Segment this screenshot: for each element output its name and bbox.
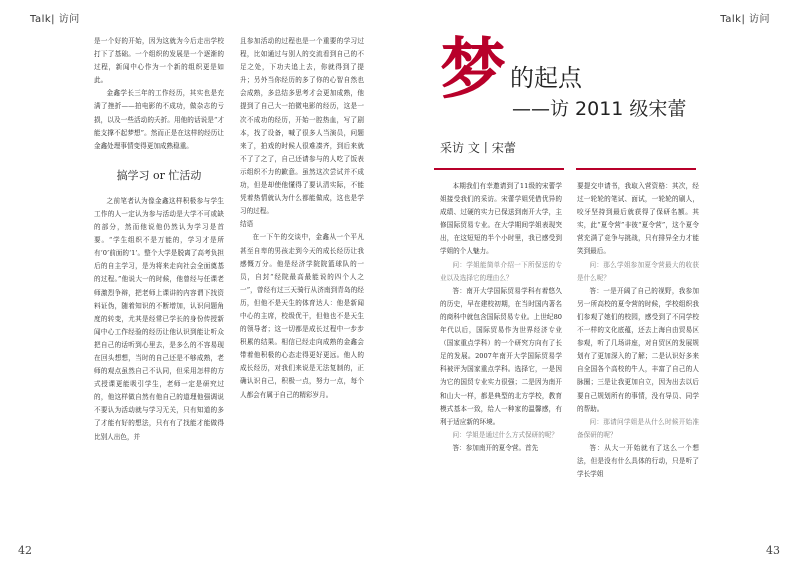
question: 问：学姐是通过什么方式保研的呢？ — [452, 430, 559, 439]
paragraph: 是一个好的开始，因为这就为今后走出学校打下了基础。一个组织的发展是一个逐渐的过程，新闻中心作为一个新的组织更是如此。 — [94, 37, 224, 85]
paragraph: 本期我们有幸邀请到了11级的宋蕾学姐接受我们的采访。宋蕾学姐凭借优异的成绩、过硬的实力已保送到南开大学，主修国际贸易专业。在大学期间学姐表现突出，在这短短的半个小时里，我已感受到学姐的个人魅力。 — [440, 182, 562, 256]
paragraph: 金鑫学长三年的工作经历，其实也是充满了挫折——拍电影的不成功，做杂志的亏损，以及一些活动的夭折。用他的话说是“才能支撑不起梦想”。然而正是在这样的经历让金鑫处理事情变得更加成熟稳重。 — [94, 89, 224, 150]
title-divider-right — [576, 168, 696, 170]
paragraph: 之前笔者认为像金鑫这样积极参与学生工作的人一定认为参与活动是大学不可或缺的部分，然而他说他仍然认为学习是首要。“学生组织不是万能的，学习才是所有‘0’前面的‘1’。整个大学是脱离了高考负担后的自主学习，是为将来走向社会全面奠基的过程。”他说大一的时候，他曾经与任课老师激烈争辩，把老师上课讲的内容谓下找资料证伪，随着知识的不断增加，认识问题角度的转变，尤其是经常已学长的身份传授新闻中心工作经验的经历让他认识到能让听众把自己的话听到心里去，是多么的不容易现在回头想想，当时的自己还是不够成熟，老师的观点虽然自己不认同，但采用怎样的方式授课更能吸引学生，老师一定是研究过的，他这样做自然有他自己的道理他强调说不要认为活动就与学习无关，只有知道的多了才能有好的想法，只有有了找能才能做得比别人出色，并 — [94, 196, 224, 441]
section-header-right: Talk| 访问 — [720, 14, 770, 25]
article-title: 的起点 — [510, 64, 582, 92]
section-subheading: 搞学习 or 忙活动 — [116, 168, 202, 182]
paragraph: 要提交申请书，我取入营资格：其次，经过一轮轮的笔试、面试，一轮轮的刷人，咬牙坚持到最后就获得了保研名额。其实，此“夏令营”非彼“夏令营”，这个夏令营充满了竞争与挑战，只有排异全力才能笑到最后。 — [577, 182, 699, 256]
answer: 答：参加南开的夏令营。首先 — [452, 443, 539, 452]
page-number-right: 43 — [766, 544, 780, 557]
article-subtitle: ——访 2011 级宋蕾 — [512, 98, 687, 120]
paragraph: 在一下午的交谈中，金鑫从一个平凡甚至自卑的男孩走到今天的成长经历让我感慨万分。他是经济学院院篮球队的一员，自封“经院最高最能说的四个人之一”，曾经有过三天骑行从济南到青岛的经历，但他不是天生的体育达人：他是新闻中心的主席，校级优干，但他也不是天生的领导者；这一切都是成长过程中一步步积累的结果。相信已经走向成熟的金鑫会带着他积极的心态走得更好更远。他人的成长经历，对我们来说是无法复制的，正确认识自己，积极一点，努力一点，每个人都会有属于自己的精彩岁月。 — [240, 233, 364, 399]
page-number-left: 42 — [18, 544, 32, 557]
section-header-left: Talk| 访问 — [30, 14, 80, 25]
answer: 答：一是开阔了自己的视野，我参加另一所高校的夏令营的时候，学校组织我们参观了她们的校园，感受到了不同学校不一样的文化底蕴，还去上海自由贸易区参观，听了几场讲座，对自贸区的发展规划有了更加深入的了解；二是认识好多来自全国各个高校的牛人，丰富了自己的人脉圈；三是让我更加自立，因为出去以后要自己规划所有的事情，没有导员、同学的帮助。 — [577, 286, 699, 413]
answer: 答：南开大学国际贸易学科有着悠久的历史，早在建校初期，在当时国内著名的商科中就包含国际贸易专业。上世纪80年代以后，国际贸易作为世界经济专业（国家重点学科）的一个研究方向有了长足的发展。2007年南开大学国际贸易学科被评为国家重点学科。选择它，一是因为它的国贸专业实力很强；二是因为南开和山大一样，都是典型的北方学校，教育模式基本一致，给人一种家的温馨感，有利于适应新的环境。 — [440, 286, 562, 426]
paragraph: 且参加活动的过程也是一个重要的学习过程，比如通过与别人的交流看到自己的不足之处，下功夫追上去，你就得到了提升；另外当你经历的多了你的心智自然也会成熟，多总结多思考才会更加成熟，他提到了自己大一拍微电影的经历，这是一次不成功的经历，开始一腔热血，写了剧本，找了设备，喊了很多人当演员，问题来了，拍戏的时候人很难凑齐，到后来就不了了之了，自己还请参与的人吃了饭表示组织不力的歉意。虽然这次尝试并不成功，但是却使他懂得了要认清实际，不能凭着热情就认为什么都能做成，这也是学习的过程。 — [240, 37, 364, 216]
section-label: 结语 — [240, 220, 254, 229]
left-column-1 — [94, 35, 224, 444]
byline: 采访 文丨宋蕾 — [440, 141, 516, 155]
question: 问：那请问学姐是从什么时候开始准备保研的呢？ — [577, 417, 699, 439]
right-column-1 — [440, 180, 562, 455]
right-column-2 — [577, 180, 699, 481]
answer: 答：从大一开始就有了这么一个想法，但是没有什么具体的行动，只是听了学长学姐 — [577, 443, 699, 479]
question: 问：学姐能简单介绍一下所保送的专业以及选择它的理由么？ — [440, 260, 562, 282]
question: 问：那么学姐参加夏令营最大的收获是什么呢？ — [577, 260, 699, 282]
left-column-2 — [240, 35, 364, 402]
title-big-character: 梦 — [440, 30, 506, 108]
title-divider-left — [434, 168, 564, 170]
